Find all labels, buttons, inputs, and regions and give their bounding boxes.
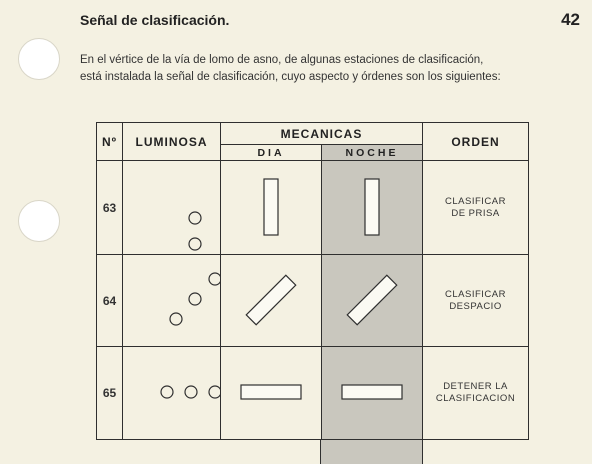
noche-cell <box>322 161 423 255</box>
dia-cell <box>221 347 322 440</box>
luminosa-cell <box>123 255 221 347</box>
orden-line-1: DETENER LA <box>443 381 508 392</box>
bar-vertical-icon <box>322 161 423 254</box>
orden-line-2: DE PRISA <box>451 207 500 219</box>
dia-cell <box>221 255 322 347</box>
intro-line-2: está instalada la señal de clasificación, cuyo aspecto y órdenes son los siguientes: <box>80 71 501 83</box>
header-orden: ORDEN <box>423 123 529 161</box>
orden-line-2: CLASIFICACION <box>435 393 516 404</box>
luminosa-cell <box>123 347 221 440</box>
header-luminosa: LUMINOSA <box>123 123 221 161</box>
table-row <box>97 161 529 255</box>
orden-cell <box>423 255 529 347</box>
bar-horizontal-icon <box>221 347 322 439</box>
noche-cell <box>322 347 423 440</box>
intro-line-1: En el vértice de la vía de lomo de asno, de algunas estaciones de clasificación, <box>80 54 484 66</box>
intro-paragraph <box>80 52 550 86</box>
page-title: Señal de clasificación. <box>80 12 230 28</box>
orden-line-2: DESPACIO <box>449 300 502 312</box>
bar-vertical-icon <box>221 161 322 254</box>
luminosa-cell <box>123 161 221 255</box>
noche-cell <box>322 255 423 347</box>
orden-line-1: CLASIFICAR <box>445 288 506 300</box>
noche-shade-extension <box>320 440 423 464</box>
dia-cell <box>221 161 322 255</box>
row-num: 64 <box>97 255 123 347</box>
bar-diagonal-icon <box>322 255 423 346</box>
light-vertical-icon <box>123 161 221 254</box>
light-diagonal-icon <box>123 255 221 346</box>
signal-table <box>96 122 529 440</box>
table-row <box>97 347 529 440</box>
table-row <box>97 255 529 347</box>
binder-hole-bottom <box>18 200 60 242</box>
orden-cell <box>423 161 529 255</box>
light-horizontal-icon <box>123 347 221 439</box>
header-dia: DIA <box>221 145 322 161</box>
row-num: 63 <box>97 161 123 255</box>
bar-diagonal-icon <box>221 255 322 346</box>
header-mecanicas: MECANICAS <box>221 123 423 145</box>
orden-cell <box>423 347 529 440</box>
orden-line-1: CLASIFICAR <box>445 195 506 207</box>
row-num: 65 <box>97 347 123 440</box>
page-number: 42 <box>561 10 580 29</box>
bar-horizontal-icon <box>322 347 423 439</box>
binder-hole-top <box>18 38 60 80</box>
header-noche: NOCHE <box>322 145 423 161</box>
header-num: Nº <box>97 123 123 161</box>
